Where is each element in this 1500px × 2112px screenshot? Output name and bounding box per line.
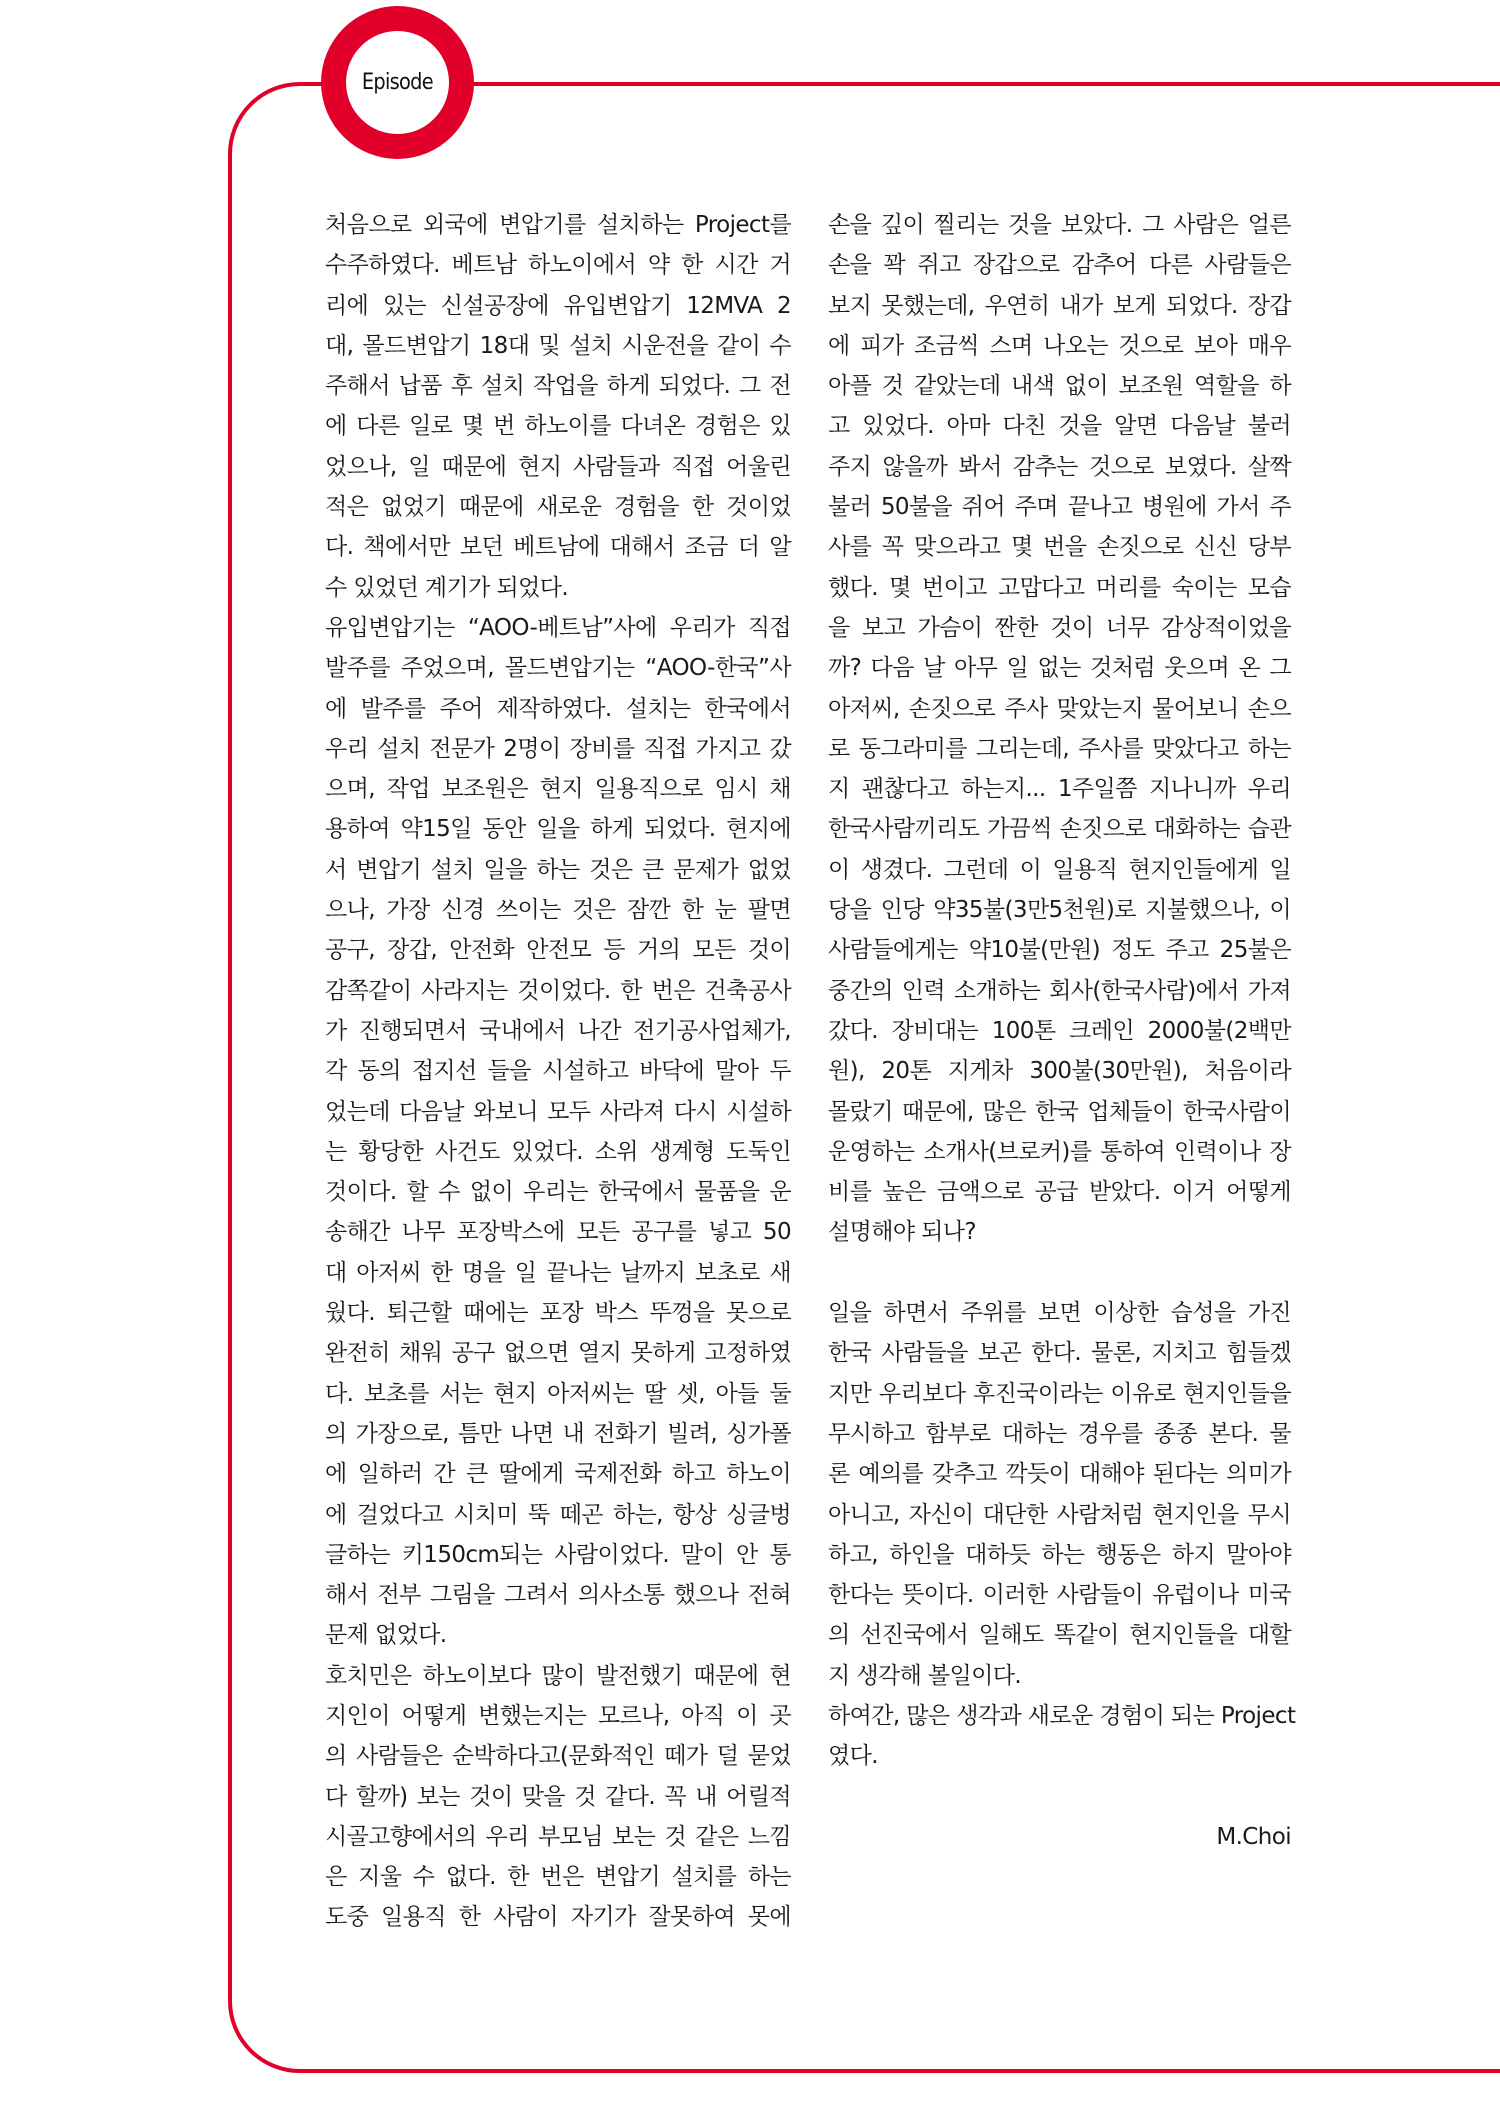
text-line: 하고, 하인을 대하듯 하는 행동은 하지 말아야	[828, 1541, 1291, 1568]
text-line: 송해간 나무 포장박스에 모든 공구를 넣고 50	[325, 1219, 791, 1246]
text-line: 호치민은 하노이보다 많이 발전했기 때문에 현	[325, 1662, 791, 1689]
text-line: 갔다. 장비대는 100톤 크레인 2000불(2백만	[828, 1017, 1291, 1044]
text-line: 했다. 몇 번이고 고맙다고 머리를 숙이는 모습	[828, 574, 1291, 601]
text-line: 이 생겼다. 그런데 이 일용직 현지인들에게 일	[828, 856, 1291, 883]
text-line: 사를 꼭 맞으라고 몇 번을 손짓으로 신신 당부	[828, 534, 1291, 561]
text-line: 발주를 주었으며, 몰드변압기는 “AOO-한국”사	[325, 655, 791, 682]
text-line	[828, 1253, 1291, 1293]
text-line: 글하는 키150cm되는 사람이었다. 말이 안 통	[325, 1541, 791, 1568]
text-line: 은 지울 수 없다. 한 번은 변압기 설치를 하는	[325, 1864, 791, 1891]
text-line: 의 가장으로, 틈만 나면 내 전화기 빌려, 싱가폴	[325, 1420, 791, 1447]
text-line: 지 생각해 볼일이다.	[828, 1662, 1022, 1689]
text-line: 용하여 약15일 동안 일을 하게 되었다. 현지에	[325, 816, 791, 843]
text-line: 감쪽같이 사라지는 것이었다. 한 번은 건축공사	[325, 977, 791, 1004]
text-line: 지 괜찮다고 하는지... 1주일쯤 지나니까 우리	[828, 776, 1291, 803]
text-line: 웠다. 퇴근할 때에는 포장 박스 뚜껑을 못으로	[325, 1300, 791, 1327]
text-line: 수주하였다. 베트남 하노이에서 약 한 시간 거	[325, 252, 791, 279]
text-line: 손을 깊이 찔리는 것을 보았다. 그 사람은 얼른	[828, 212, 1291, 238]
text-line: 다. 보초를 서는 현지 아저씨는 딸 셋, 아들 둘	[325, 1380, 791, 1407]
text-line: 설명해야 되나?	[828, 1219, 977, 1246]
text-line: 비를 높은 금액으로 공급 받았다. 이거 어떻게	[828, 1179, 1291, 1206]
text-line: 운영하는 소개사(브로커)를 통하여 인력이나 장	[828, 1138, 1291, 1165]
text-line: 하여간, 많은 생각과 새로운 경험이 되는 Project	[828, 1702, 1296, 1729]
text-line: 당을 인당 약35불(3만5천원)로 지불했으나, 이	[828, 897, 1291, 924]
text-line: 무시하고 함부로 대하는 경우를 종종 본다. 물	[828, 1420, 1291, 1447]
text-line: 다. 책에서만 보던 베트남에 대해서 조금 더 알	[325, 534, 791, 561]
text-line: 공구, 장갑, 안전화 안전모 등 거의 모든 것이	[325, 937, 791, 964]
text-line: 에 일하러 간 큰 딸에게 국제전화 하고 하노이	[325, 1461, 791, 1488]
text-line: 대 아저씨 한 명을 일 끝나는 날까지 보초로 새	[325, 1259, 791, 1286]
text-line: 수 있었던 계기가 되었다.	[325, 574, 569, 601]
text-line: 사람들에게는 약10불(만원) 정도 주고 25불은	[828, 937, 1291, 964]
text-line: 지인이 어떻게 변했는지는 모르나, 아직 이 곳	[325, 1702, 791, 1729]
text-line: 서 변압기 설치 일을 하는 것은 큰 문제가 없었	[325, 856, 791, 883]
text-line	[828, 1777, 1291, 1817]
text-line: 의 선진국에서 일해도 똑같이 현지인들을 대할	[828, 1622, 1291, 1649]
text-line: 한국사람끼리도 가끔씩 손짓으로 대화하는 습관	[828, 816, 1291, 843]
text-line: 다 할까) 보는 것이 맞을 것 같다. 꼭 내 어릴적	[325, 1783, 791, 1810]
episode-label: Episode	[361, 70, 434, 95]
text-line: 가 진행되면서 국내에서 나간 전기공사업체가,	[325, 1017, 791, 1044]
text-line: 해서 전부 그림을 그려서 의사소통 했으나 전혀	[325, 1582, 791, 1609]
text-line: 아니고, 자신이 대단한 사람처럼 현지인을 무시	[828, 1501, 1291, 1528]
text-line: 불러 50불을 쥐어 주며 끝나고 병원에 가서 주	[828, 494, 1291, 521]
episode-badge	[321, 6, 474, 159]
text-line: 였다.	[828, 1743, 878, 1770]
text-line: 에 걸었다고 시치미 뚝 떼곤 하는, 항상 싱글벙	[325, 1501, 791, 1528]
text-line: 론 예의를 갖추고 깍듯이 대해야 된다는 의미가	[828, 1461, 1291, 1488]
text-line: 도중 일용직 한 사람이 자기가 잘못하여 못에	[325, 1904, 791, 1931]
text-line: 손을 꽉 쥐고 장갑으로 감추어 다른 사람들은	[828, 252, 1291, 279]
text-line: 각 동의 접지선 들을 시설하고 바닥에 말아 두	[325, 1058, 791, 1085]
text-line: 에 피가 조금씩 스며 나오는 것으로 보아 매우	[828, 332, 1291, 359]
text-line: 에 다른 일로 몇 번 하노이를 다녀온 경험은 있	[325, 413, 791, 440]
text-line: 까? 다음 날 아무 일 없는 것처럼 웃으며 온 그	[828, 655, 1291, 682]
text-line: 우리 설치 전문가 2명이 장비를 직접 가지고 갔	[325, 735, 791, 762]
text-line: 리에 있는 신설공장에 유입변압기 12MVA 2	[325, 292, 791, 319]
text-line: 한다는 뜻이다. 이러한 사람들이 유럽이나 미국	[828, 1582, 1291, 1609]
text-line: 에 발주를 주어 제작하였다. 설치는 한국에서	[325, 695, 791, 722]
text-line: 주해서 납품 후 설치 작업을 하게 되었다. 그 전	[325, 373, 791, 400]
text-line: 적은 없었기 때문에 새로운 경험을 한 것이었	[325, 494, 791, 521]
text-line: 고 있었다. 아마 다친 것을 알면 다음날 불러	[828, 413, 1291, 440]
text-line: 처음으로 외국에 변압기를 설치하는 Project를	[325, 212, 791, 238]
text-line: 지만 우리보다 후진국이라는 이유로 현지인들을	[828, 1380, 1291, 1407]
text-line: 한국 사람들을 보곤 한다. 물론, 지치고 힘들겠	[828, 1340, 1291, 1367]
text-line: 었으나, 일 때문에 현지 사람들과 직접 어울린	[325, 453, 791, 480]
text-line: 중간의 인력 소개하는 회사(한국사람)에서 가져	[828, 977, 1291, 1004]
text-line: 보지 못했는데, 우연히 내가 보게 되었다. 장갑	[828, 292, 1291, 319]
text-line: 는 황당한 사건도 있었다. 소위 생계형 도둑인	[325, 1138, 791, 1165]
text-line: 일을 하면서 주위를 보면 이상한 습성을 가진	[828, 1300, 1291, 1327]
text-line: 을 보고 가슴이 짠한 것이 너무 감상적이었을	[828, 614, 1291, 641]
text-line: 몰랐기 때문에, 많은 한국 업체들이 한국사람이	[828, 1098, 1291, 1125]
text-line: 대, 몰드변압기 18대 및 설치 시운전을 같이 수	[325, 332, 791, 359]
text-line: 었는데 다음날 와보니 모두 사라져 다시 시설하	[325, 1098, 791, 1125]
author-signature: M.Choi	[1216, 1823, 1291, 1850]
text-line: 아저씨, 손짓으로 주사 맞았는지 물어보니 손으	[828, 695, 1291, 722]
text-line: 으나, 가장 신경 쓰이는 것은 잠깐 한 눈 팔면	[325, 897, 791, 924]
text-line: 시골고향에서의 우리 부모님 보는 것 같은 느낌	[325, 1823, 791, 1850]
article-column-left	[325, 205, 791, 1938]
text-line: 완전히 채워 공구 없으면 열지 못하게 고정하였	[325, 1340, 791, 1367]
text-line: 아플 것 같았는데 내색 없이 보조원 역할을 하	[828, 373, 1291, 400]
text-line: 유입변압기는 “AOO-베트남”사에 우리가 직접	[325, 614, 791, 641]
text-line: 것이다. 할 수 없이 우리는 한국에서 물품을 운	[325, 1179, 791, 1206]
text-line: 문제 없었다.	[325, 1622, 447, 1649]
episode-badge-inner	[346, 31, 449, 134]
article-column-right	[828, 205, 1296, 1857]
text-line: 로 동그라미를 그리는데, 주사를 맞았다고 하는	[828, 735, 1291, 762]
text-line: 원), 20톤 지게차 300불(30만원), 처음이라	[828, 1058, 1291, 1085]
text-line: 주지 않을까 봐서 감추는 것으로 보였다. 살짝	[828, 453, 1291, 480]
text-line: 의 사람들은 순박하다고(문화적인 떼가 덜 묻었	[325, 1743, 791, 1770]
text-line: 으며, 작업 보조원은 현지 일용직으로 임시 채	[325, 776, 791, 803]
